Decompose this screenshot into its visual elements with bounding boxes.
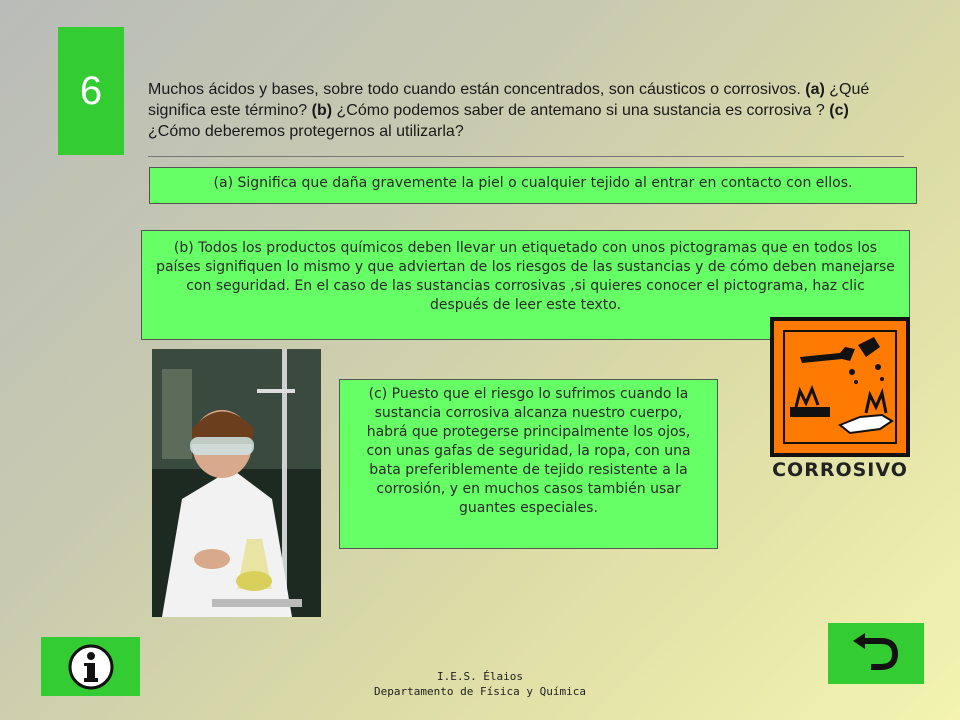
divider-line <box>148 156 904 157</box>
info-button[interactable] <box>41 637 140 696</box>
return-button[interactable] <box>828 623 924 684</box>
pictogram-label: CORROSIVO <box>772 459 908 481</box>
slide-number: 6 <box>79 68 103 113</box>
footer-department: Departamento de Física y Química <box>374 685 586 698</box>
footer-school: I.E.S. Élaios <box>436 670 524 683</box>
question-part-1: Muchos ácidos y bases, sobre todo cuando están concentrados, son cáusticos o corrosivos. <box>148 81 806 98</box>
answer-b-box[interactable]: (b) Todos los productos químicos deben llevar un etiquetado con unos pictogramas que en todos los países signifiquen lo mismo y que adviertan de los riesgos de las sustancias y de cómo deben manejarse con seguridad. En el caso de las sustancias corrosivas ,si quieres conocer el pictograma, haz clic después de leer este texto. <box>141 230 910 340</box>
question-part-2: ¿Qué significa este término? <box>148 81 870 119</box>
question-part-4: ¿Cómo deberemos protegernos al utilizarla? <box>148 123 464 140</box>
question-tag-b: (b) <box>311 102 333 119</box>
info-icon <box>67 643 115 691</box>
question-tag-a: (a) <box>805 81 825 98</box>
slide-number-box <box>58 27 124 155</box>
question-tag-c: (c) <box>829 102 849 119</box>
footer <box>330 669 630 699</box>
return-arrow-icon <box>851 633 901 675</box>
corrosive-icon <box>770 317 910 457</box>
answer-a-box[interactable]: (a) Significa que daña gravemente la piel o cualquier tejido al entrar en contacto con ellos. <box>149 167 917 204</box>
question-part-3: ¿Cómo podemos saber de antemano si una sustancia es corrosiva ? <box>332 102 830 119</box>
answer-c-box[interactable]: (c) Puesto que el riesgo lo sufrimos cuando la sustancia corrosiva alcanza nuestro cuerpo, habrá que protegerse principalmente los ojos, con unas gafas de seguridad, la ropa, con una bata preferiblemente de tejido resistente a la corrosión, y en muchos casos también usar guantes especiales. <box>339 379 718 549</box>
question-text <box>148 79 888 142</box>
lab-photo <box>152 349 321 617</box>
